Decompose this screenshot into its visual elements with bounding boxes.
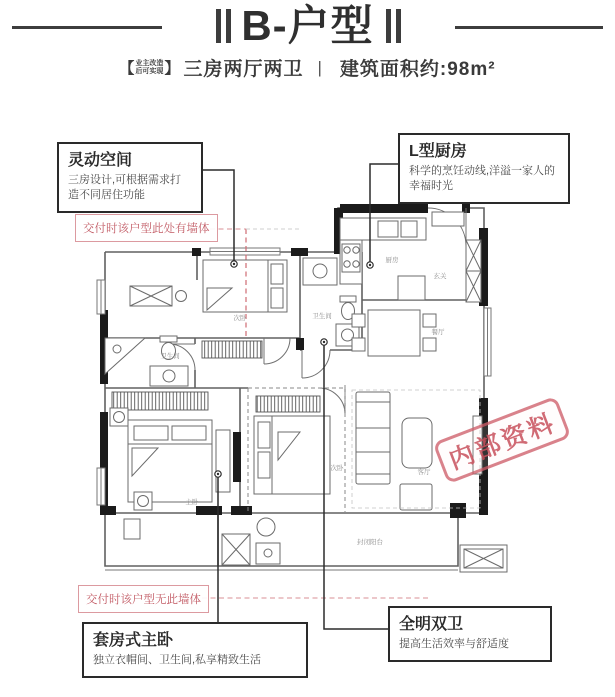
internal-material-stamp: 内部资料 <box>432 396 571 484</box>
label-bedroom-top: 次卧 <box>233 315 247 322</box>
label-kitchen: 厨房 <box>385 257 399 264</box>
label-bedroom2: 次卧 <box>330 465 344 472</box>
label-bath-public: 卫生间 <box>312 313 332 320</box>
callout-suite-master <box>82 622 308 678</box>
label-bath-master: 卫生间 <box>160 353 180 360</box>
subtitle-divider: | <box>317 57 322 77</box>
bracket-close: 】 <box>164 60 180 77</box>
callout-l-kitchen <box>398 133 570 204</box>
label-master: 主卧 <box>185 499 199 506</box>
label-entry: 玄关 <box>433 273 447 280</box>
callout-title: 套房式主卧 <box>93 632 174 649</box>
page-title: B-户型 <box>241 2 374 49</box>
area-spec: 建筑面积约:98m² <box>339 59 496 80</box>
callout-desc: 独立衣帽间、卫生间,私享精致生活 <box>93 654 262 666</box>
label-balcony: 封闭阳台 <box>357 539 383 546</box>
callout-title: 全明双卫 <box>399 616 464 633</box>
owner-remodel-note: 业主改造 后可实现 <box>135 59 164 75</box>
callout-desc: 科学的烹饪动线,洋溢一家人的幸福时光 <box>409 165 556 192</box>
callout-flex-space <box>57 142 203 213</box>
callout-desc: 三房设计,可根据需求打造不同居住功能 <box>68 174 182 201</box>
callout-title: L型厨房 <box>409 143 467 160</box>
note-wall-exists: 交付时该户型此处有墙体 <box>75 214 218 242</box>
bracket-open: 【 <box>119 60 135 77</box>
callout-desc: 提高生活效率与舒适度 <box>399 638 509 650</box>
layout-spec: 三房两厅两卫 <box>183 59 304 80</box>
callout-title: 灵动空间 <box>68 152 133 169</box>
callout-bright-baths <box>388 606 552 662</box>
walls-outline <box>105 208 484 566</box>
label-living: 客厅 <box>417 469 431 476</box>
note-wall-missing: 交付时该户型无此墙体 <box>78 585 209 613</box>
wardrobes <box>112 341 320 412</box>
label-dining: 餐厅 <box>431 329 445 336</box>
